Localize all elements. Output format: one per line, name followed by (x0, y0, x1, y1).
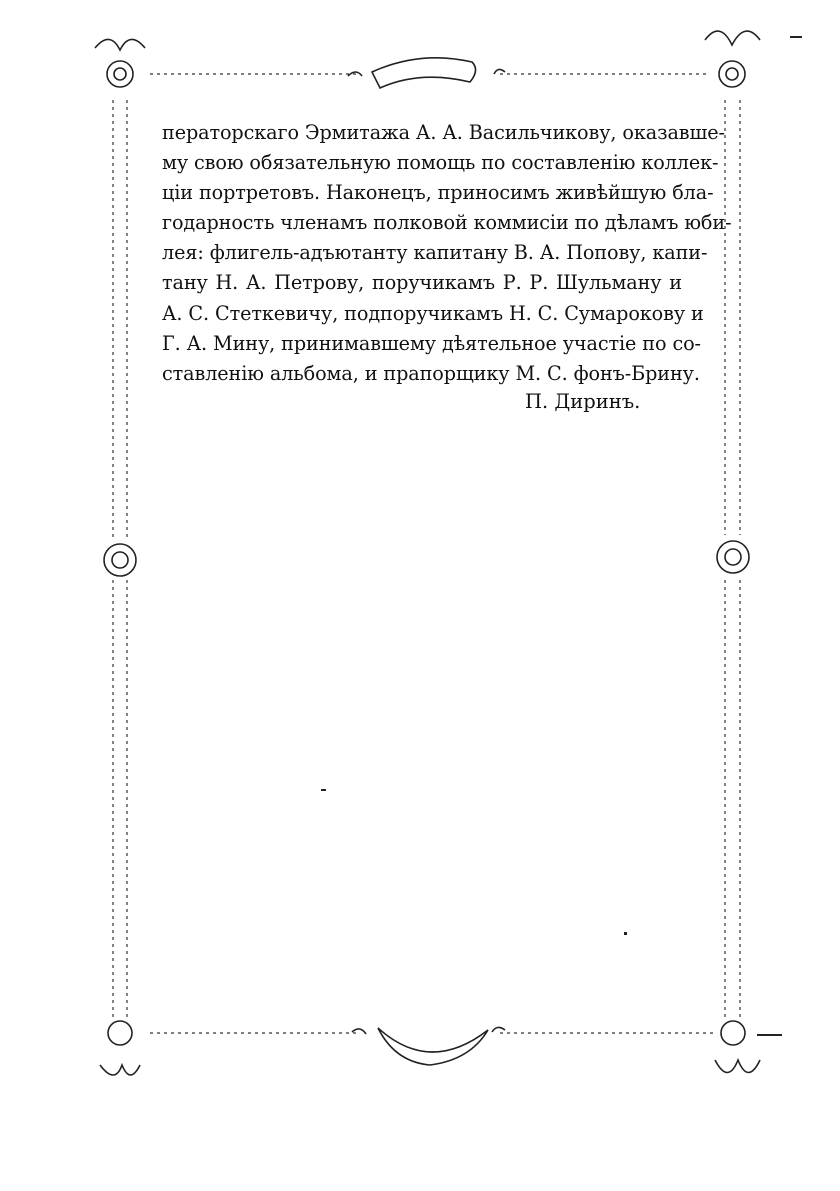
text-line: ператорскаго Эрмитажа А. А. Васильчикову, оказавше- (162, 121, 725, 144)
bottom-left-sprig (100, 1065, 140, 1075)
signature: П. Диринъ. (525, 390, 641, 413)
top-banner (372, 58, 476, 88)
top-right-sprig (705, 31, 760, 45)
top-left-sprig (95, 39, 145, 50)
text-line: годарность членамъ полковой коммисіи по дѣламъ юби- (162, 211, 732, 235)
text-line: му свою обязательную помощь по составленію коллек- (162, 151, 719, 175)
text-line: А. С. Стеткевичу, подпоручикамъ Н. С. Сумарокову и (162, 301, 704, 325)
bottom-right-rosette (721, 1021, 745, 1045)
top-left-rosette (107, 61, 133, 87)
text-line: тану Н. А. Петрову, поручикамъ Р. Р. Шульману и (162, 271, 682, 295)
text-line: ставленію альбома, и прапорщику М. С. фонъ-Брину. (162, 361, 700, 385)
bottom-right-sprig (715, 1060, 760, 1073)
text-line: лея: флигель-адъютанту капитану В. А. Попову, капи- (162, 241, 708, 265)
left-medallion (104, 544, 136, 576)
bottom-cartouche (378, 1028, 488, 1065)
right-medallion (717, 541, 749, 573)
ink-speck (321, 789, 326, 791)
bottom-left-rosette (108, 1021, 132, 1045)
body-text (162, 118, 732, 389)
text-line: Г. А. Мину, принимавшему дѣятельное участіе по со- (162, 331, 701, 355)
text-line: ціи портретовъ. Наконецъ, приносимъ живѣйшую бла- (162, 181, 714, 205)
ink-speck (624, 932, 627, 935)
top-right-rosette (719, 61, 745, 87)
